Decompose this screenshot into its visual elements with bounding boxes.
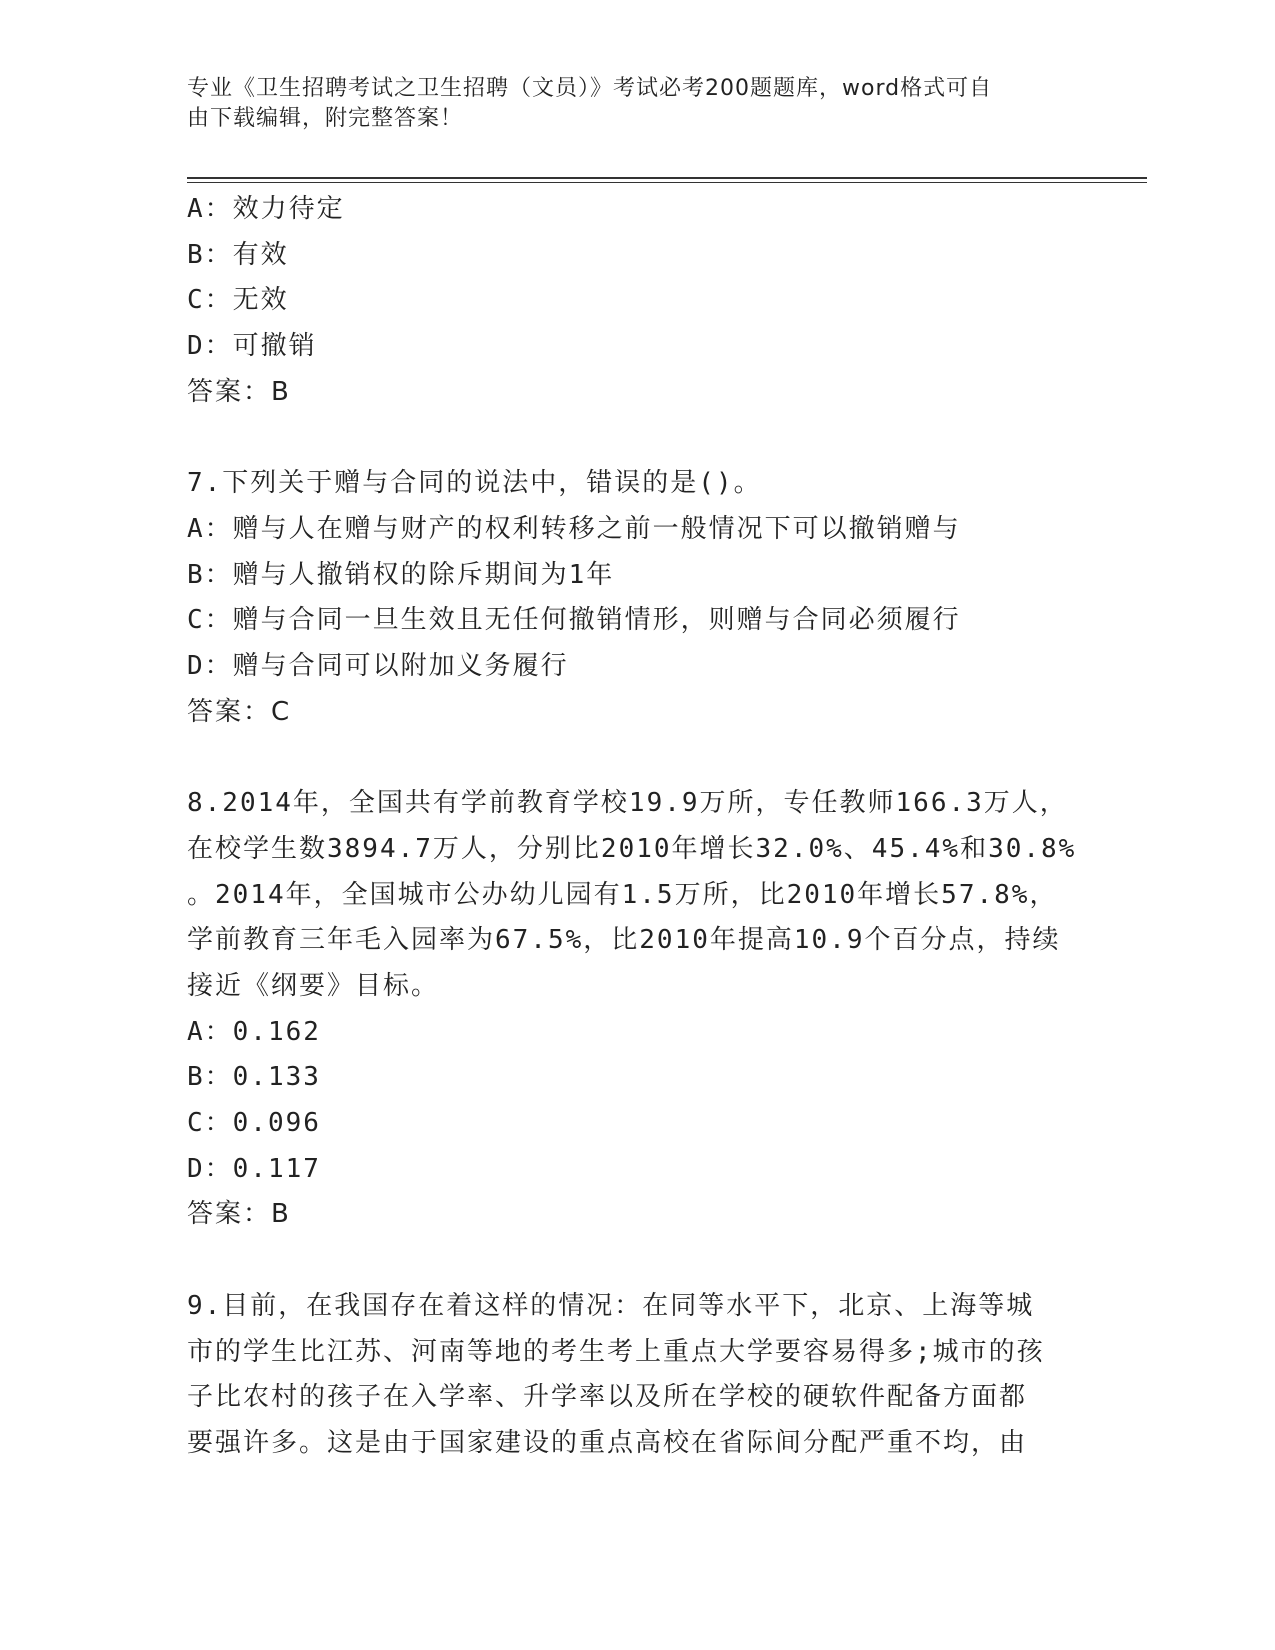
header-divider-thick <box>187 177 1147 179</box>
q9-question-line-3: 子比农村的孩子在入学率、升学率以及所在学校的硬软件配备方面都 <box>187 1382 1028 1413</box>
q7-option-a: A：赠与人在赠与财产的权利转移之前一般情况下可以撤销赠与 <box>187 513 961 544</box>
q8-question-line-5: 接近《纲要》目标。 <box>187 970 440 1001</box>
q7-option-b: B：赠与人撤销权的除斥期间为1年 <box>187 559 615 590</box>
spacer <box>187 735 1087 781</box>
q6-option-d: D：可撤销 <box>187 331 317 362</box>
q7-answer: 答案：C <box>187 696 292 727</box>
q7-option-c: C：赠与合同一旦生效且无任何撤销情形，则赠与合同必须履行 <box>187 605 961 636</box>
q8-option-a: A：0.162 <box>187 1016 321 1047</box>
q9-question-line-1: 9.目前，在我国存在着这样的情况：在同等水平下，北京、上海等城 <box>187 1290 1035 1321</box>
document-header <box>187 74 1087 134</box>
question-9-block <box>187 1284 1087 1467</box>
q8-answer: 答案：B <box>187 1199 291 1230</box>
q8-question-line-3: 。2014年，全国城市公办幼儿园有1.5万所，比2010年增长57.8%， <box>187 879 1058 910</box>
q6-option-b: B：有效 <box>187 239 289 270</box>
question-8-block <box>187 781 1087 1238</box>
q8-option-b: B：0.133 <box>187 1062 321 1093</box>
question-6-block <box>187 187 1087 416</box>
q8-option-c: C：0.096 <box>187 1108 321 1139</box>
q9-question-line-2: 市的学生比江苏、河南等地的考生考上重点大学要容易得多;城市的孩 <box>187 1336 1045 1367</box>
spacer <box>187 1238 1087 1284</box>
q8-question-line-1: 8.2014年，全国共有学前教育学校19.9万所，专任教师166.3万人， <box>187 788 1068 819</box>
q6-option-a: A：效力待定 <box>187 194 345 224</box>
q8-question-line-2: 在校学生数3894.7万人，分别比2010年增长32.0%、45.4%和30.8% <box>187 833 1077 864</box>
q9-question-line-4: 要强许多。这是由于国家建设的重点高校在省际间分配严重不均，由 <box>187 1427 1028 1458</box>
q7-option-d: D：赠与合同可以附加义务履行 <box>187 651 569 682</box>
q8-option-d: D：0.117 <box>187 1153 321 1184</box>
q6-answer: 答案：B <box>187 376 291 407</box>
header-divider-thin <box>187 182 1147 183</box>
header-line-2: 由下载编辑，附完整答案！ <box>187 106 464 131</box>
q7-question: 7.下列关于赠与合同的说法中，错误的是()。 <box>187 468 762 499</box>
spacer <box>187 416 1087 462</box>
document-body <box>187 187 1087 1467</box>
q6-option-c: C：无效 <box>187 285 289 316</box>
header-line-1: 专业《卫生招聘考试之卫生招聘（文员）》考试必考200题题库，word格式可自 <box>187 76 993 101</box>
q8-question-line-4: 学前教育三年毛入园率为67.5%，比2010年提高10.9个百分点，持续 <box>187 925 1061 956</box>
question-7-block <box>187 461 1087 735</box>
